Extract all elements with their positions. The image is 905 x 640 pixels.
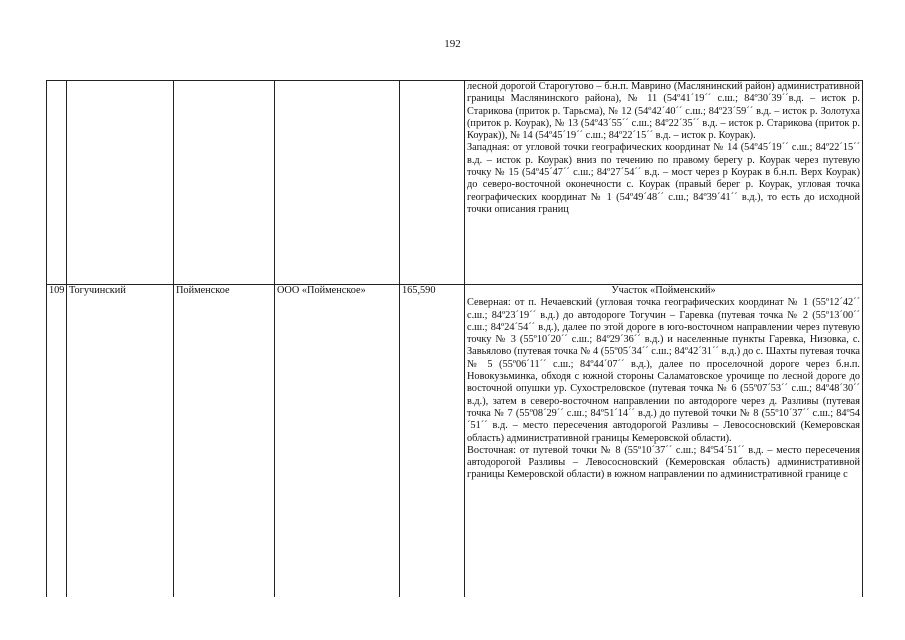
hunting-ground-cell [174,81,275,285]
hunting-ground-cell: Пойменское [174,285,275,597]
area-cell: 165,590 [400,285,465,597]
page-number: 192 [444,38,461,50]
organization-cell [275,81,400,285]
area-cell [400,81,465,285]
boundary-paragraph: Восточная: от путевой точки № 8 (55º10´37´´ с.ш.; 84º54´51´´ в.д. – место пересечения автодорогой Разливы – Левососновский (Кемеровская область) административной границы Кемеровской области) в южном направлении по административной границе с [467,444,860,481]
organization-cell: ООО «Пойменское» [275,285,400,597]
table-row [47,81,863,285]
boundary-table [46,80,863,597]
table-row [47,285,863,597]
district-cell: Тогучинский [67,285,174,597]
boundary-paragraph: лесной дорогой Старогутово – б.н.п. Маврино (Маслянинский район) административной границы Маслянинского района), № 11 (54º41´19´´ с.ш.; 84º30´39´´в.д. – исток р. Старикова (приток р. Тарьсма), № 12 (54º42´40´´ с.ш.; 84º23´59´´ в.д. – исток р. Золотуха (приток р. Коурак), № 13 (54º43´55´´ с.ш.; 84º22´35´´ в.д. – исток р. Старикова (приток р. Коурак)), № 14 (54º45´19´´ с.ш.; 84º22´15´´ в.д. – исток р. Коурак). [467,81,860,142]
plot-title: Участок «Пойменский» [611,285,716,296]
boundary-description-cell [465,81,863,285]
boundary-paragraph: Западная: от угловой точки географических координат № 14 (54º45´19´´ с.ш.; 84º22´15´´ в.д. – исток р. Коурак) вниз по течению по правому берегу р. Коурак через путевую точку № 15 (54º45´47´´ с.ш.; 84º27´54´´ в.д. – мост через р Коурак в б.н.п. Верх Коурак) до северо-восточной оконечности с. Коурак (правый берег р. Коурак, угловая точка географических координат № 1 (54º49´48´´ с.ш.; 84º39´41´´ в.д.), то есть до исходной точки описания границ [467,142,860,215]
row-number-cell: 109 [47,285,67,597]
district-cell [67,81,174,285]
boundary-paragraph: Северная: от п. Нечаевский (угловая точка географических координат № 1 (55º12´42´´ с.ш.; 84º23´19´´ в.д.) до автодороге Тогучин – Гаревка (путевая точка № 2 (55º13´00´´ с.ш.; 84º24´54´´ в.д.), далее по этой дороге в юго-восточном направлении через путевую точку № 3 (55º10´20´´ с.ш.; 84º29´36´´ в.д.) и населенные пункты Гаревка, Низовка, с. Завьялово (путевая точка № 4 (55º05´34´´ с.ш.; 84º42´31´´ в.д.) до с. Шахты путевая точка № 5 (55º06´11´´ с.ш.; 84º44´07´´ в.д.), далее по проселочной дороге через б.н.п. Новокузьминка, обходя с южной стороны Саламатовское урочище по лесной дороге до восточной опушки ур. Сухостреловское (путевая точка № 6 (55º07´53´´ с.ш.; 84º48´30´´ в.д.), затем в северо-восточном направлении по автодороге через д. Разливы (путевая точка № 7 (55º08´29´´ с.ш.; 84º51´14´´ в.д.) до путевой точки № 8 (55º10´37´´ с.ш.; 84º54´51´´ в.д. – место пересечения автодорогой Разливы – Левососновский (Кемеровская область) административной границы Кемеровской области). [467,297,860,444]
row-number-cell [47,81,67,285]
boundary-description-cell [465,285,863,597]
